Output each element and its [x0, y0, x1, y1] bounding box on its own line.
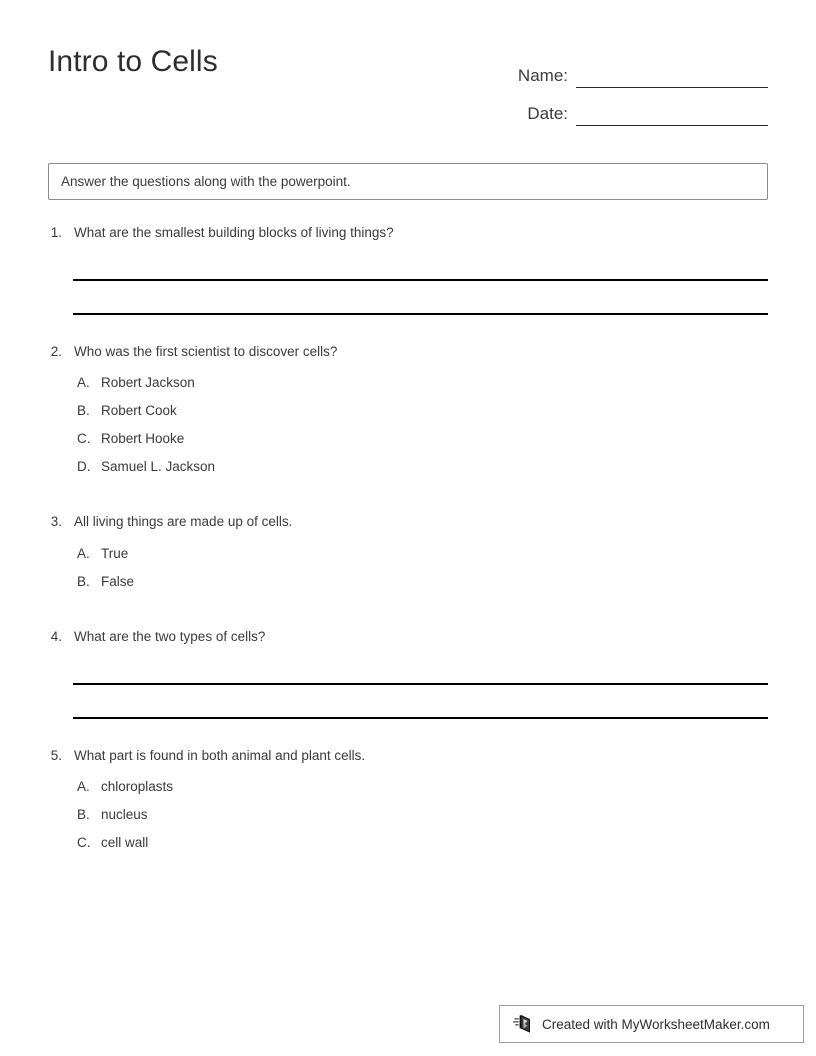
date-input-line[interactable]: [576, 103, 768, 126]
date-label: Date:: [527, 104, 568, 123]
question-spacer: [48, 315, 768, 343]
option-item[interactable]: [77, 459, 768, 487]
option-item[interactable]: [77, 835, 768, 863]
option-item[interactable]: [77, 431, 768, 459]
question-item: [48, 513, 768, 601]
questions-list: [48, 224, 768, 863]
question-item: [48, 628, 768, 719]
question-text: Who was the first scientist to discover cells?: [74, 344, 338, 360]
option-letter: B.: [77, 403, 90, 419]
question-item: [48, 343, 768, 487]
footer-badge-label: Created with MyWorksheetMaker.com: [542, 1016, 770, 1032]
option-letter: C.: [77, 431, 91, 447]
option-text: True: [101, 545, 129, 561]
date-field-row: [468, 88, 768, 126]
option-text: False: [101, 573, 135, 589]
option-text: nucleus: [101, 807, 148, 823]
option-text: Robert Cook: [101, 403, 177, 419]
question-text: What are the two types of cells?: [74, 628, 266, 644]
option-text: Robert Hooke: [101, 431, 185, 447]
footer-badge[interactable]: [499, 1005, 804, 1043]
option-text: Robert Jackson: [101, 375, 195, 391]
option-text: chloroplasts: [101, 779, 174, 795]
question-text: What part is found in both animal and plant cells.: [74, 747, 366, 763]
answer-line[interactable]: [73, 259, 768, 281]
option-list: [77, 375, 768, 487]
name-input-line[interactable]: [576, 65, 768, 88]
question-heading: [48, 343, 768, 361]
question-text: What are the smallest building blocks of living things?: [74, 225, 394, 240]
option-item[interactable]: [77, 403, 768, 431]
option-list: [77, 779, 768, 863]
option-item[interactable]: [77, 807, 768, 835]
worksheet-maker-logo-icon: [512, 1013, 534, 1035]
answer-line[interactable]: [73, 281, 768, 315]
answer-line[interactable]: [73, 663, 768, 685]
question-number: 2.: [50, 344, 62, 360]
option-letter: A.: [77, 779, 90, 795]
question-number: 3.: [50, 514, 62, 530]
page-title: Intro to Cells: [48, 45, 218, 78]
answer-lines[interactable]: [73, 259, 768, 315]
question-number: 5.: [50, 747, 62, 763]
answer-lines[interactable]: [73, 663, 768, 719]
instructions-box: Answer the questions along with the powerpoint.: [48, 163, 768, 200]
question-spacer: [48, 487, 768, 513]
question-item: [48, 224, 768, 315]
option-letter: B.: [77, 573, 90, 589]
question-item: [48, 747, 768, 863]
question-heading: [48, 224, 768, 242]
question-spacer: [48, 719, 768, 747]
option-letter: C.: [77, 835, 91, 851]
option-letter: B.: [77, 807, 90, 823]
option-letter: A.: [77, 375, 90, 391]
question-spacer: [48, 602, 768, 628]
worksheet-header: [48, 44, 768, 124]
student-fields: [468, 50, 768, 126]
question-text: All living things are made up of cells.: [74, 514, 293, 530]
option-list: [77, 546, 768, 602]
question-number: 1.: [50, 225, 62, 240]
name-field-row: [468, 50, 768, 88]
option-item[interactable]: [77, 546, 768, 574]
option-letter: A.: [77, 545, 90, 561]
option-text: Samuel L. Jackson: [101, 459, 216, 475]
option-item[interactable]: [77, 574, 768, 602]
option-item[interactable]: [77, 779, 768, 807]
option-letter: D.: [77, 459, 91, 475]
question-number: 4.: [50, 628, 62, 644]
name-label: Name:: [517, 66, 568, 85]
answer-line[interactable]: [73, 685, 768, 719]
option-item[interactable]: [77, 375, 768, 403]
question-heading: [48, 747, 768, 765]
option-text: cell wall: [101, 835, 149, 851]
question-heading: [48, 628, 768, 646]
question-heading: [48, 513, 768, 531]
